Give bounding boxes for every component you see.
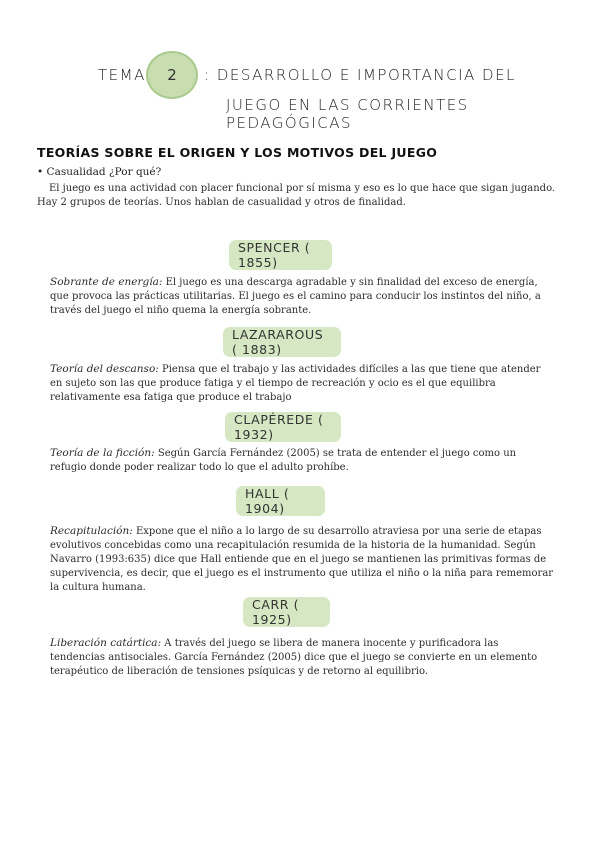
theory-text: Según García Fernández (2005) se trata de entender el juego como un refugio donde poder realizar todo lo que el adulto prohíbe. <box>50 448 517 473</box>
theory-carr <box>50 636 555 679</box>
bullet-casualidad: • Casualidad ¿Por qué? <box>37 166 162 178</box>
author-pill-carr: CARR ( 1925) <box>243 597 330 627</box>
theory-term: Recapitulación: <box>50 525 133 537</box>
theory-hall <box>50 524 555 595</box>
page-title-line1: : DESARROLLO E IMPORTANCIA DEL <box>204 66 516 84</box>
section-heading: TEORÍAS SOBRE EL ORIGEN Y LOS MOTIVOS DEL JUEGO <box>37 145 438 160</box>
theory-text: Piensa que el trabajo y las actividades difíciles a las que tiene que atender en sujeto son las que produce fatiga y el tiempo de recreación y ocio es el que equilibra relativamente esa fatiga que produce el trabajo <box>50 364 541 403</box>
author-pill-lazararous: LAZARAROUS ( 1883) <box>223 327 341 357</box>
theory-text: Expone que el niño a lo largo de su desarrollo atraviesa por una serie de etapas evolutivos concebidas como una recapitulación resumida de la historia de la humanidad. Según Navarro (1993:635) dice que Hall entiende que en el juego se mantienen las primitivas formas de supervivencia, es decir, que el juego es el instrumento que utiliza el niño o la niña para rememorar la cultura humana. <box>50 526 554 593</box>
theory-text: El juego es una descarga agradable y sin finalidad del exceso de energía, que provoca las prácticas utilitarias. El juego es el camino para conducir los instintos del niño, a través del juego el niño quema la energía sobrante. <box>50 277 541 316</box>
author-pill-claperede: CLAPÉREDE ( 1932) <box>225 412 341 442</box>
tema-label: TEMA <box>98 66 146 84</box>
topic-number-badge: 2 <box>146 51 198 99</box>
theory-lazararous <box>50 362 550 405</box>
theory-term: Liberación catártica: <box>50 637 162 649</box>
author-pill-hall: HALL ( 1904) <box>236 486 325 516</box>
theory-term: Sobrante de energía: <box>50 276 163 288</box>
page-title-line2: JUEGO EN LAS CORRIENTES PEDAGÓGICAS <box>226 96 469 132</box>
theory-term: Teoría del descanso: <box>50 363 159 375</box>
author-pill-spencer: SPENCER ( 1855) <box>229 240 332 270</box>
theory-spencer <box>50 275 550 318</box>
theory-text: A través del juego se libera de manera inocente y purificadora las tendencias antisociales. García Fernández (2005) dice que el juego se convierte en un elemento terapéutico de liberación de tensiones psíquicas y de retorno al equilibrio. <box>50 638 538 677</box>
intro-paragraph: El juego es una actividad con placer funcional por sí misma y eso es lo que hace que sigan jugando. Hay 2 grupos de teorías. Unos hablan de casualidad y otros de finalidad. <box>37 183 556 208</box>
theory-claperede <box>50 446 550 475</box>
theory-term: Teoría de la ficción: <box>50 447 155 459</box>
